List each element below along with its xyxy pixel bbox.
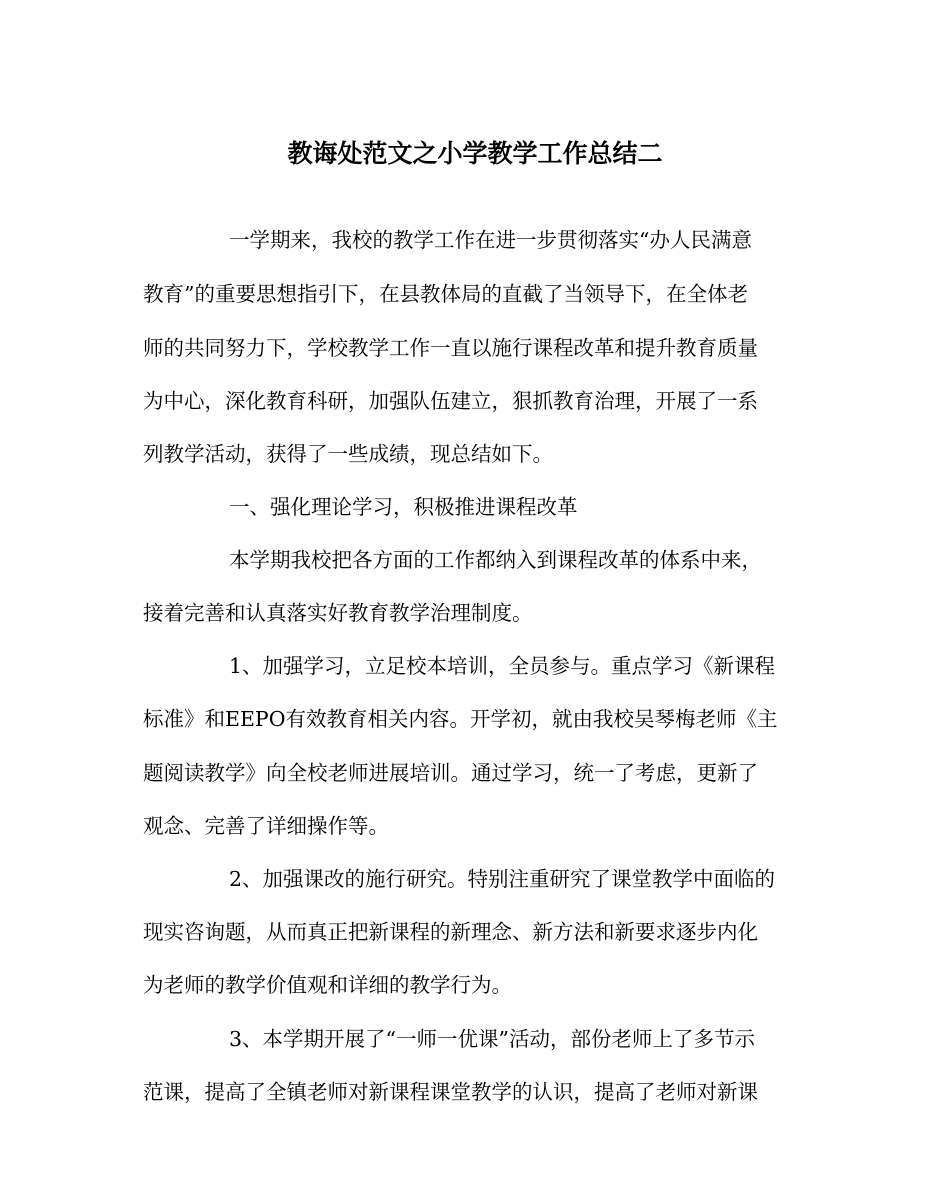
text-line: 教育”的重要思想指引下，在县教体局的直截了当领导下，在全体老	[143, 282, 748, 306]
text-line: 为中心，深化教育科研，加强队伍建立，狠抓教育治理，开展了一系	[143, 389, 758, 413]
text-line: 观念、完善了详细操作等。	[143, 814, 389, 838]
text-line: 1、加强学习，立足校本培训，全员参与。重点学习《新课程	[229, 654, 776, 678]
text-line: 一学期来，我校的教学工作在进一步贯彻落实“办人民满意	[229, 228, 752, 252]
text-line: 范课，提高了全镇老师对新课程课堂教学的认识，提高了老师对新课	[143, 1080, 758, 1104]
text-line: 2、加强课改的施行研究。特别注重研究了课堂教学中面临的	[229, 867, 776, 891]
text-line: 列教学活动，获得了一些成绩，现总结如下。	[143, 442, 553, 466]
text-line: 接着完善和认真落实好教育教学治理制度。	[143, 601, 533, 625]
text-line: 师的共同努力下，学校教学工作一直以施行课程改革和提升教育质量	[143, 336, 758, 360]
section-heading: 一、强化理论学习，积极推进课程改革	[229, 495, 578, 519]
document-title: 教诲处范文之小学教学工作总结二	[287, 139, 663, 168]
text-line: 标准》和EEPO有效教育相关内容。开学初，就由我校吴琴梅老师《主	[143, 707, 778, 731]
text-line: 本学期我校把各方面的工作都纳入到课程改革的体系中来，	[229, 548, 762, 572]
text-line: 现实咨询题，从而真正把新课程的新理念、新方法和新要求逐步内化	[143, 920, 758, 944]
text-line: 3、本学期开展了“一师一优课”活动，部份老师上了多节示	[229, 1027, 756, 1051]
text-line: 题阅读教学》向全校老师进展培训。通过学习，统一了考虑，更新了	[143, 761, 758, 785]
text-line: 为老师的教学价值观和详细的教学行为。	[143, 973, 512, 997]
